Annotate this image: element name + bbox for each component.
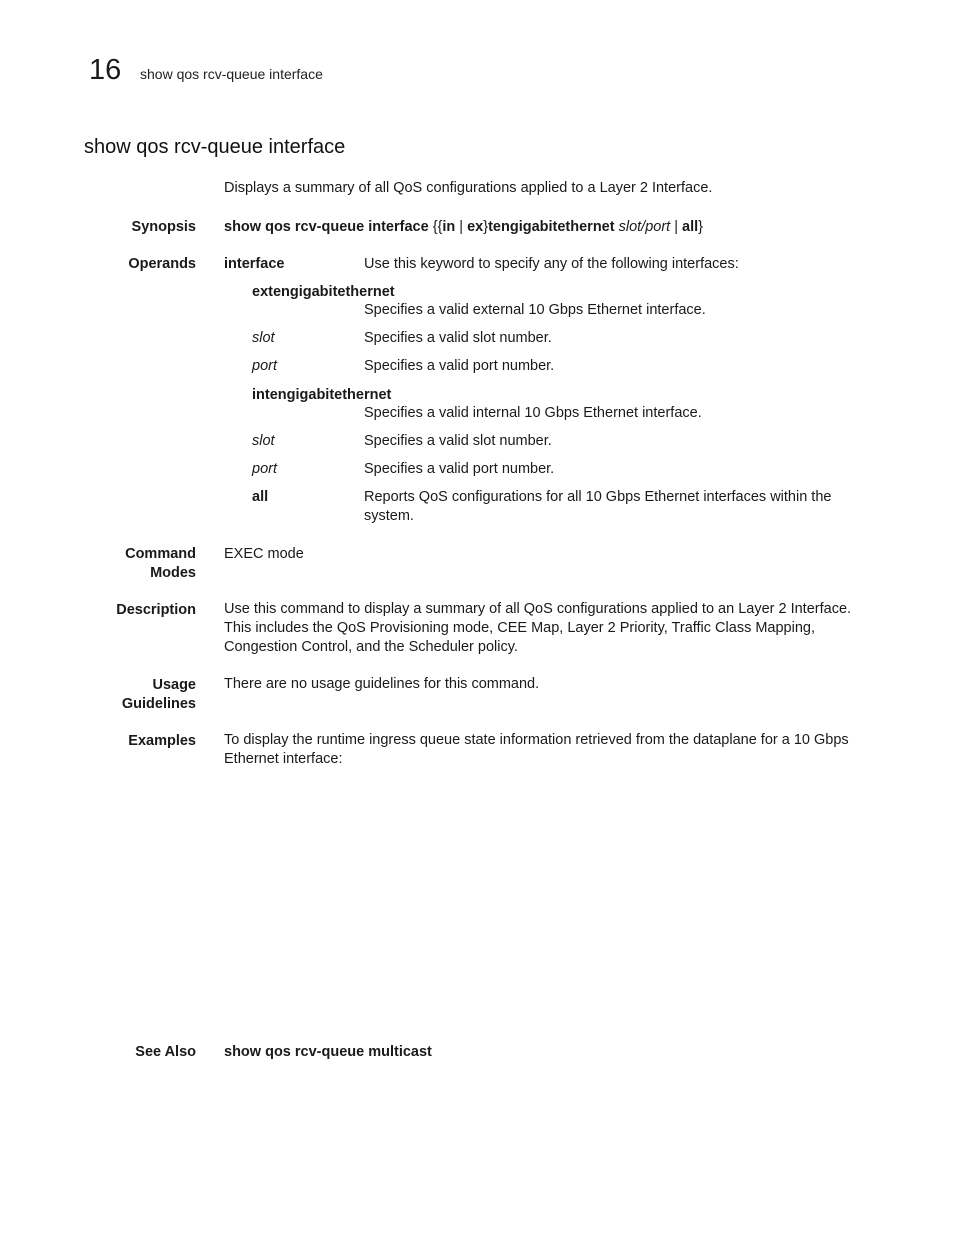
synopsis-ex: ex (467, 219, 484, 235)
operands-label: Operands (128, 256, 196, 272)
examples-line1: To display the runtime ingress queue state information retrieved from the dataplane for a 10 Gbps (224, 732, 849, 748)
examples-line2: Ethernet interface: (224, 751, 343, 767)
description-line2: This includes the QoS Provisioning mode, CEE Map, Layer 2 Priority, Traffic Class Mapping, (224, 620, 815, 636)
operand-ext-term: extengigabitethernet (252, 284, 395, 300)
operand-interface-term: interface (224, 256, 285, 272)
synopsis-sep2: | (670, 219, 683, 235)
usage-label-line1: Usage (152, 677, 196, 693)
see-also-link[interactable]: show qos rcv-queue multicast (224, 1044, 432, 1060)
operand-int-slot-desc: Specifies a valid slot number. (364, 433, 552, 449)
operand-int-port-term: port (252, 461, 277, 477)
command-modes-label-line2: Modes (150, 565, 196, 581)
examples-label: Examples (128, 733, 196, 749)
chapter-number: 16 (89, 54, 122, 86)
operand-all-desc-line1: Reports QoS configurations for all 10 Gbps Ethernet interfaces within the (364, 489, 832, 505)
command-modes-text: EXEC mode (224, 546, 304, 562)
synopsis-brace-mid: } (483, 219, 489, 235)
operand-int-slot-term: slot (252, 433, 275, 449)
description-line1: Use this command to display a summary of all QoS configurations applied to an Layer 2 Interface. (224, 601, 852, 617)
operand-ext-slot-desc: Specifies a valid slot number. (364, 330, 552, 346)
operand-int-port-desc: Specifies a valid port number. (364, 461, 555, 477)
synopsis-keyword: tengigabitethernet (488, 219, 615, 235)
synopsis-brace-close: } (698, 219, 703, 235)
usage-text: There are no usage guidelines for this command. (224, 676, 540, 692)
description-label: Description (116, 602, 196, 618)
synopsis-line (224, 218, 703, 237)
synopsis-brace-open: {{ (432, 219, 443, 235)
usage-label-line2: Guidelines (121, 696, 196, 712)
operand-int-term: intengigabitethernet (252, 387, 392, 403)
page-title: show qos rcv-queue interface (84, 136, 346, 158)
synopsis-args: slot/port (618, 219, 671, 235)
operand-interface-desc: Use this keyword to specify any of the following interfaces: (364, 256, 739, 272)
synopsis-in: in (442, 219, 456, 235)
running-title: show qos rcv-queue interface (140, 66, 323, 82)
command-modes-label-line1: Command (125, 546, 196, 562)
operand-all-desc-line2: system. (364, 508, 414, 524)
synopsis-label: Synopsis (131, 219, 196, 235)
operand-ext-desc: Specifies a valid external 10 Gbps Ethernet interface. (364, 302, 706, 318)
operand-all-term: all (252, 489, 269, 505)
operand-ext-port-desc: Specifies a valid port number. (364, 358, 555, 374)
summary-text: Displays a summary of all QoS configurations applied to a Layer 2 Interface. (224, 180, 713, 196)
operand-ext-port-term: port (252, 358, 277, 374)
operand-ext-slot-term: slot (252, 330, 275, 346)
description-line3: Congestion Control, and the Scheduler policy. (224, 639, 518, 655)
synopsis-all: all (682, 219, 699, 235)
synopsis-sep1: | (455, 219, 468, 235)
see-also-label: See Also (135, 1044, 196, 1060)
synopsis-command: show qos rcv-queue interface (224, 219, 429, 235)
operand-int-desc: Specifies a valid internal 10 Gbps Ethernet interface. (364, 405, 702, 421)
